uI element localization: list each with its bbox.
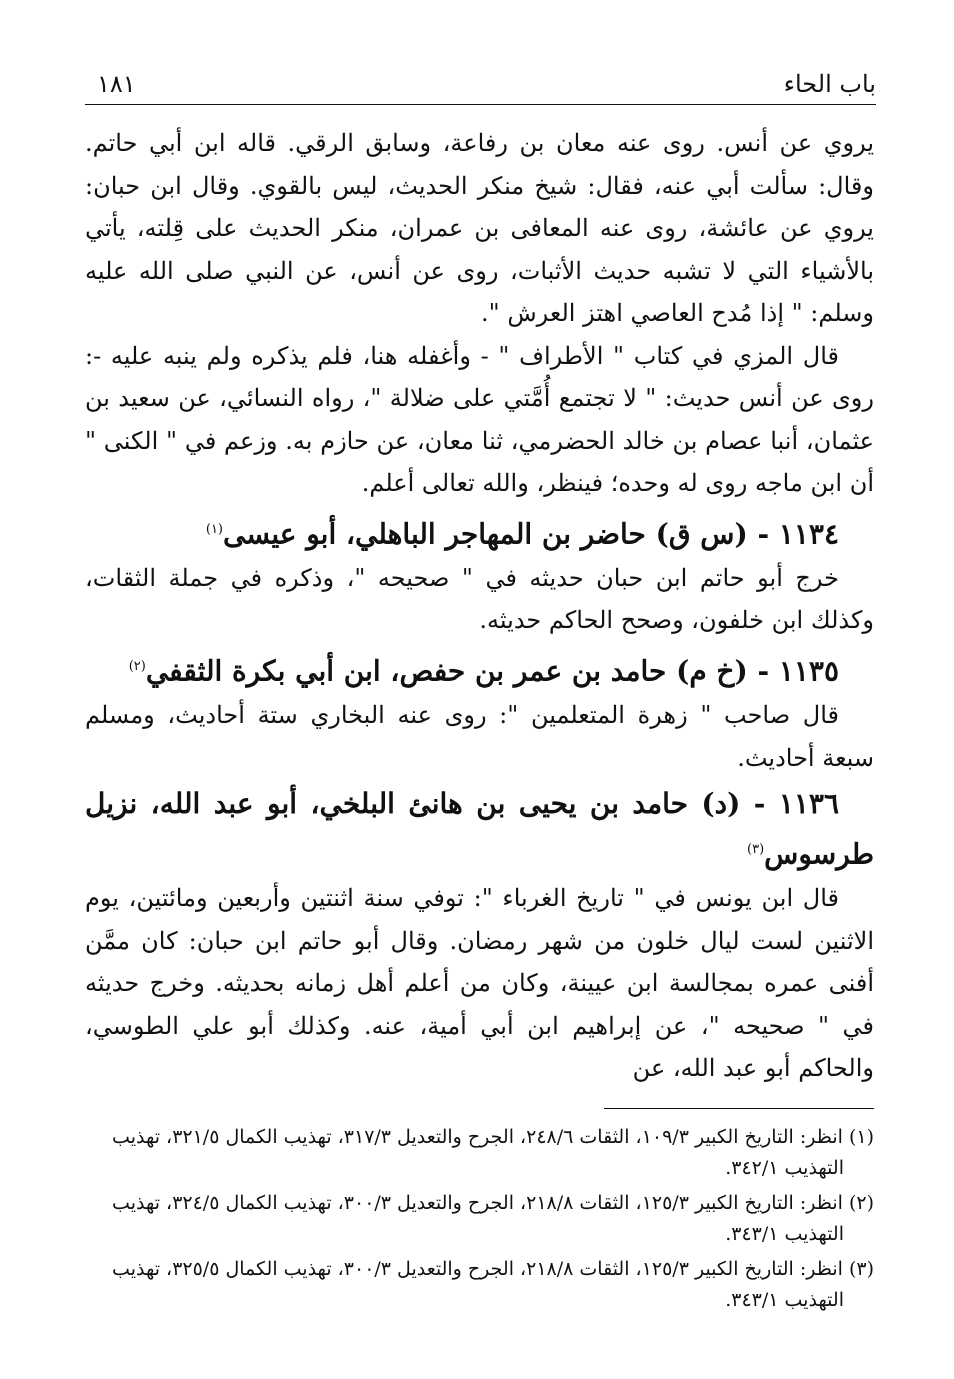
entry-heading-1136 [85, 781, 874, 877]
entry-heading-text: ١١٣٦ - (د) حامد بن يحيى بن هانئ البلخي، أبو عبد الله، نزيل طرسوس [85, 787, 874, 871]
footnote-divider [604, 1108, 874, 1109]
paragraph-1134: خرج أبو حاتم ابن حبان حديثه في " صحيحه "، وذكره في جملة الثقات، وكذلك ابن خلفون، وصحح الحاكم حديثه. [85, 563, 874, 635]
footnotes [85, 1122, 874, 1320]
chapter-title: باب الحاء [783, 70, 876, 98]
main-text [85, 122, 874, 1090]
footnote-3: (٣) انظر: التاريخ الكبير ١٢٥/٣، الثقات ٢١٨/٨، الجرح والتعديل ٣٠٠/٣، تهذيب الكمال ٣٢٥/٥، تهذيب التهذيب ٣٤٣/١. [112, 1258, 874, 1311]
footnote-ref: (٣) [747, 842, 765, 858]
paragraph-1136: قال ابن يونس في " تاريخ الغرباء ": توفي سنة اثنتين وأربعين ومائتين، يوم الاثنين لست ليال خلون من شهر رمضان. وقال أبو حاتم ابن حبان: كان ممَّن أفنى عمره بمجالسة ابن عيينة، وكان من أعلم أهل زمانه بحديثه. وخرج حديثه في " صحيحه "، عن إبراهيم ابن أبي أمية، عنه. وكذلك أبو علي الطوسي، والحاكم أبو عبد الله، عن [85, 884, 874, 1083]
entry-heading-text: ١١٣٥ - (خ م) حامد بن عمر بن حفص، ابن أبي بكرة الثقفي [145, 654, 839, 688]
page-number: ١٨١ [97, 70, 136, 98]
entry-heading-1135 [85, 644, 874, 694]
entry-heading-1134 [85, 507, 874, 557]
entry-heading-text: ١١٣٤ - (س ق) حاضر بن المهاجر الباهلي، أبو عيسى [223, 516, 839, 550]
footnote-ref: (٢) [128, 658, 146, 674]
footnote-1: (١) انظر: التاريخ الكبير ١٠٩/٣، الثقات ٢٤٨/٦، الجرح والتعديل ٣١٧/٣، تهذيب الكمال ٣٢١/٥، تهذيب التهذيب ٣٤٢/١. [112, 1126, 874, 1179]
paragraph-mizzi: قال المزي في كتاب " الأطراف " - وأغفله هنا، فلم يذكره ولم ينبه عليه -: روى عن أنس حديث: " لا تجتمع أُمَّتي على ضلالة "، رواه النسائي، عن سعيد بن عثمان، أنبا عصام بن خالد الحضرمي، ثنا معان، عن حازم به. وزعم في " الكنى " أن ابن ماجه روى له وحده؛ فينظر، والله تعالى أعلم. [85, 341, 874, 497]
paragraph-continuation: يروي عن أنس. روى عنه معان بن رفاعة، وسابق الرقي. قاله ابن أبي حاتم. وقال: سألت أبي عنه، فقال: شيخ منكر الحديث، ليس بالقوي. وقال ابن حبان: يروي عن عائشة، روى عنه المعافى بن عمران، منكر الحديث على قِلته، يأتي بالأشياء التي لا تشبه حديث الأثبات، روى عن أنس، عن النبي صلى الله عليه وسلم: " إذا مُدح العاصي اهتز العرش ". [85, 129, 874, 327]
running-header [85, 56, 876, 105]
footnote-ref: (١) [205, 521, 223, 537]
paragraph-1135: قال صاحب " زهرة المتعلمين ": روى عنه البخاري ستة أحاديث، ومسلم سبعة أحاديث. [85, 701, 874, 772]
footnote-2: (٢) انظر: التاريخ الكبير ١٢٥/٣، الثقات ٢١٨/٨، الجرح والتعديل ٣٠٠/٣، تهذيب الكمال ٣٢٤/٥، تهذيب التهذيب ٣٤٣/١. [112, 1192, 874, 1245]
